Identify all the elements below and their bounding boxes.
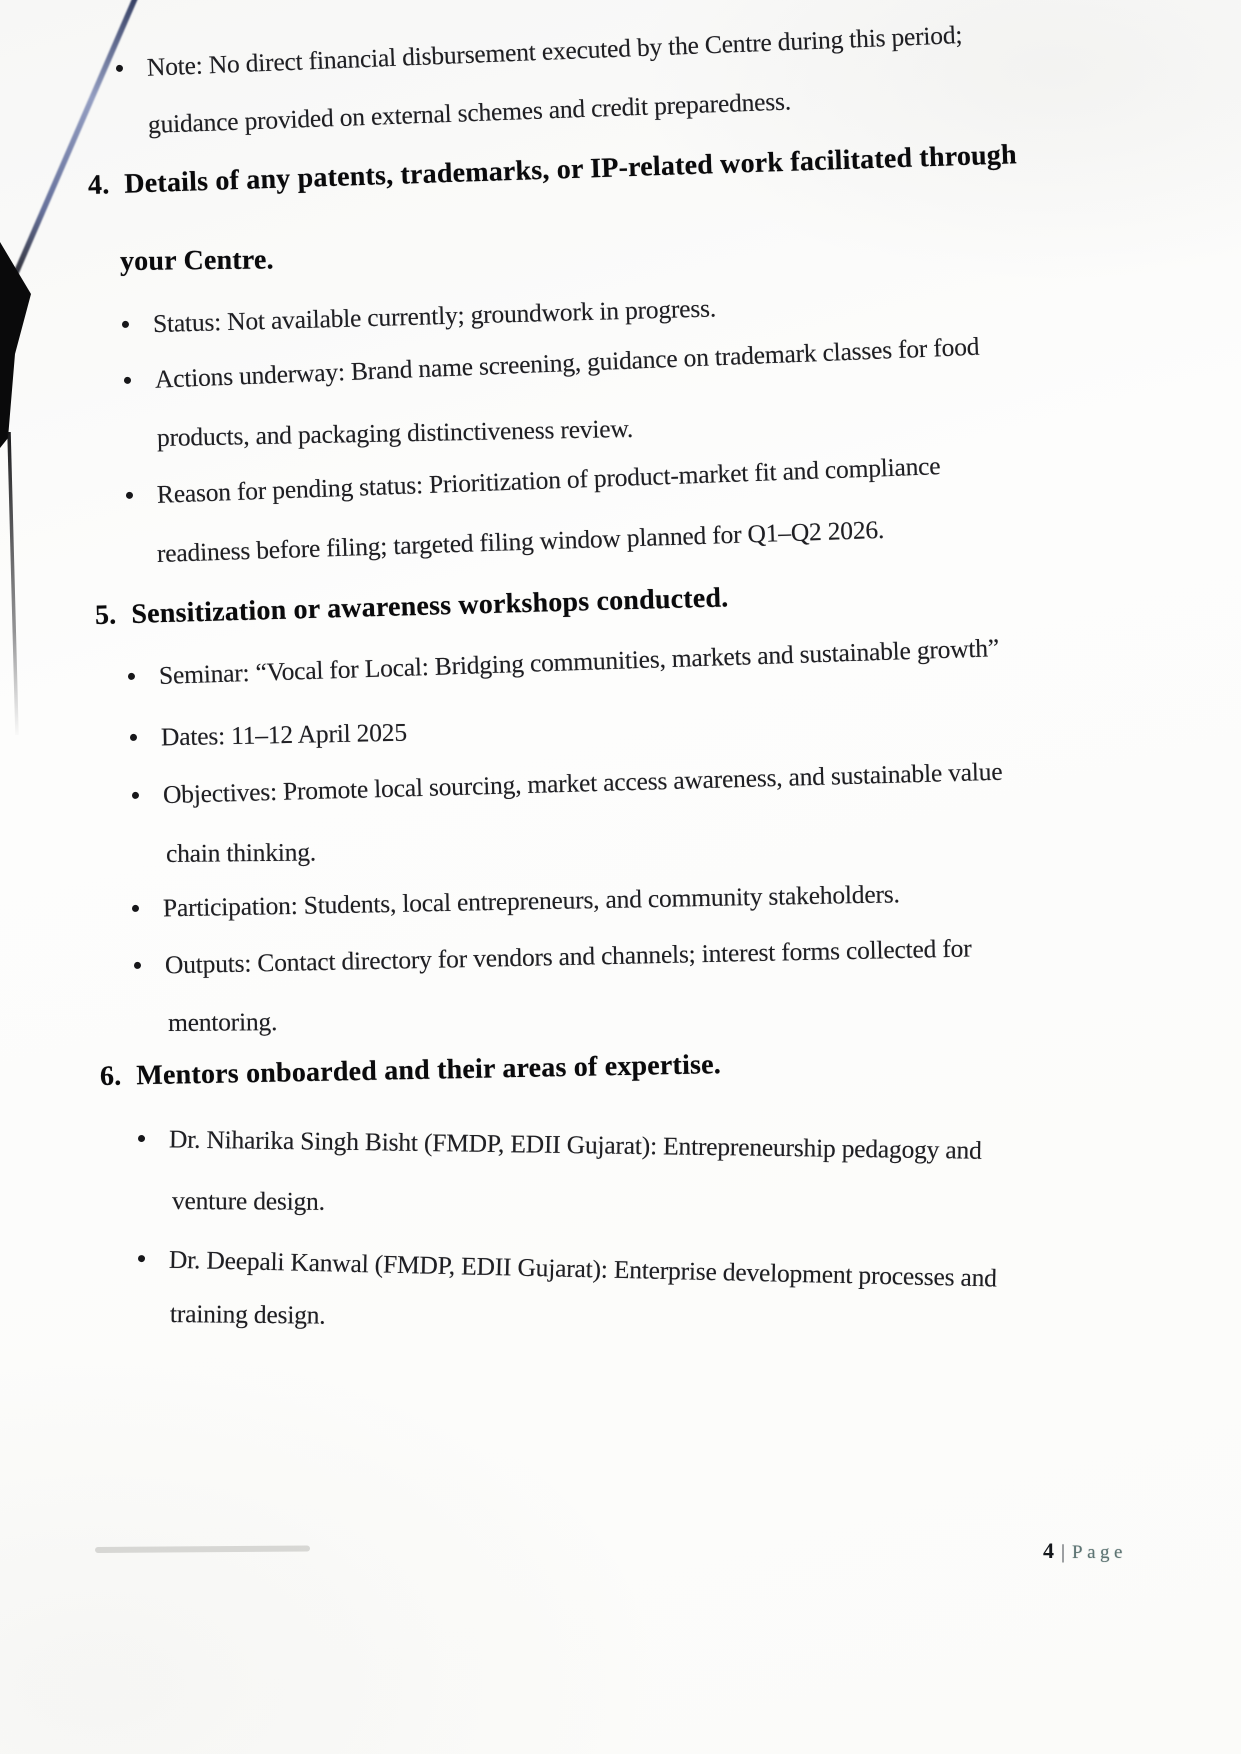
mentor-2-bullet-line-1 <box>138 1244 997 1293</box>
section-4-number: 4. <box>87 169 110 201</box>
objectives-text-1: Objectives: Promote local sourcing, market access awareness, and sustainable value <box>162 756 1003 810</box>
participation-bullet <box>132 879 900 924</box>
participation-text: Participation: Students, local entrepreneurs, and community stakeholders. <box>162 879 900 923</box>
status-bullet <box>122 293 717 340</box>
bullet-icon <box>130 734 137 741</box>
reason-text-2: readiness before filing; targeted filing window planned for Q1–Q2 2026. <box>156 514 885 568</box>
actions-bullet-line-1 <box>123 332 979 396</box>
reason-text-1: Reason for pending status: Prioritization of product-market fit and compliance <box>156 451 941 509</box>
mentor-1-bullet-line-2 <box>172 1186 325 1217</box>
footer-page-label: Page <box>1072 1542 1127 1563</box>
bullet-icon <box>116 65 123 72</box>
footer-separator: | <box>1061 1541 1066 1563</box>
page-footer <box>1043 1538 1127 1564</box>
bullet-icon <box>128 673 135 680</box>
outputs-bullet-line-2 <box>168 1007 277 1038</box>
note-text-2: guidance provided on external schemes and credit preparedness. <box>147 86 792 139</box>
section-6-title: Mentors onboarded and their areas of expertise. <box>136 1049 722 1092</box>
mentor-2-bullet-line-2 <box>170 1299 326 1331</box>
section-4-title-1: Details of any patents, trademarks, or IP-related work facilitated through <box>123 139 1018 200</box>
page-edge-shadow-tail <box>9 432 17 735</box>
objectives-text-2: chain thinking. <box>165 837 317 868</box>
section-5-heading <box>95 582 729 632</box>
page-fold-line <box>13 0 137 280</box>
bullet-icon <box>122 321 129 328</box>
note-text-1: Note: No direct financial disbursement executed by the Centre during this period; <box>146 20 963 82</box>
page-number: 4 <box>1043 1538 1054 1563</box>
section-6-number: 6. <box>99 1060 122 1092</box>
dates-text: Dates: 11–12 April 2025 <box>160 717 408 752</box>
mentor-1-text-1: Dr. Niharika Singh Bisht (FMDP, EDII Gujarat): Entrepreneurship pedagogy and <box>168 1124 982 1165</box>
status-text: Status: Not available currently; groundwork in progress. <box>152 293 717 339</box>
actions-bullet-line-2 <box>157 414 634 453</box>
scan-smudge <box>95 1545 310 1553</box>
dates-bullet <box>130 718 407 753</box>
objectives-bullet-line-2 <box>166 837 316 869</box>
seminar-text: Seminar: “Vocal for Local: Bridging communities, markets and sustainable growth” <box>158 633 1000 690</box>
outputs-text-1: Outputs: Contact directory for vendors and channels; interest forms collected for <box>164 933 972 980</box>
section-4-title-2: your Centre. <box>119 244 274 277</box>
section-5-title: Sensitization or awareness workshops conducted. <box>130 582 729 630</box>
section-4-heading-line-1 <box>87 139 1017 202</box>
bullet-icon <box>124 377 131 384</box>
bullet-icon <box>134 962 141 969</box>
mentor-2-text-2: training design. <box>169 1299 326 1330</box>
section-5-number: 5. <box>94 599 117 631</box>
reason-bullet-line-1 <box>125 451 940 511</box>
actions-text-2: products, and packaging distinctiveness review. <box>156 413 634 452</box>
section-4-heading-line-2 <box>120 244 274 278</box>
reason-bullet-line-2 <box>157 515 885 569</box>
page-edge-shadow-wedge <box>0 242 31 448</box>
outputs-text-2: mentoring. <box>167 1007 278 1037</box>
objectives-bullet-line-1 <box>132 757 1003 811</box>
note-bullet-line-2 <box>147 86 791 140</box>
mentor-1-text-2: venture design. <box>171 1186 325 1216</box>
bullet-icon <box>132 792 139 799</box>
outputs-bullet-line-1 <box>134 933 972 981</box>
seminar-bullet <box>128 633 1000 692</box>
note-bullet-line-1 <box>115 20 962 84</box>
bullet-icon <box>132 905 139 912</box>
mentor-1-bullet-line-1 <box>138 1124 982 1166</box>
actions-text-1: Actions underway: Brand name screening, guidance on trademark classes for food <box>154 331 980 394</box>
mentor-2-text-1: Dr. Deepali Kanwal (FMDP, EDII Gujarat): Enterprise development processes and <box>168 1244 998 1293</box>
bullet-icon <box>138 1255 145 1262</box>
bullet-icon <box>138 1135 145 1142</box>
bullet-icon <box>126 492 133 499</box>
section-6-heading <box>100 1049 722 1093</box>
